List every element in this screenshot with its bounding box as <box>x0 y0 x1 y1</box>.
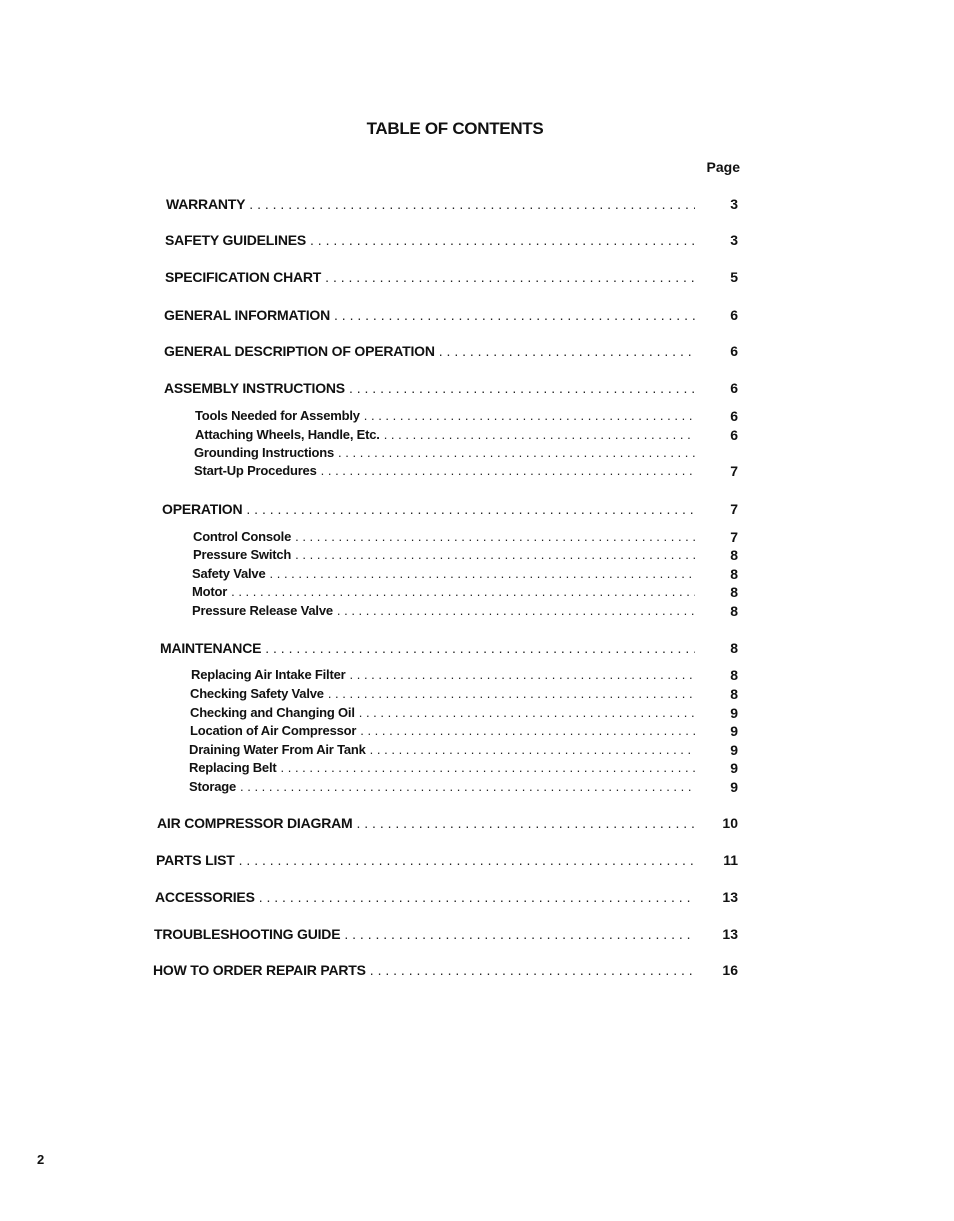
dot-leader <box>370 742 695 757</box>
toc-entry-air-compressor-diagram[interactable] <box>157 815 699 831</box>
toc-subentry-checking-changing-oil[interactable] <box>190 705 699 720</box>
dot-leader <box>344 926 695 942</box>
toc-page-number: 11 <box>723 852 738 868</box>
dot-leader <box>321 463 695 478</box>
toc-subentry-tools-needed[interactable] <box>195 408 699 423</box>
toc-entry-safety-guidelines[interactable] <box>165 232 699 248</box>
toc-subentry-draining-water[interactable] <box>189 742 699 757</box>
toc-subentry-checking-safety-valve[interactable] <box>190 686 699 701</box>
toc-entry-label: GENERAL DESCRIPTION OF OPERATION <box>164 343 435 359</box>
toc-entry-label: Checking Safety Valve <box>190 686 324 701</box>
toc-entry-label: Safety Valve <box>192 566 266 581</box>
dot-leader <box>270 566 696 581</box>
toc-page-number: 7 <box>730 501 738 517</box>
toc-page-number: 3 <box>730 196 738 212</box>
toc-entry-label: Pressure Release Valve <box>192 603 333 618</box>
toc-entry-label: WARRANTY <box>166 196 246 212</box>
toc-subentry-grounding-instructions[interactable] <box>194 445 699 460</box>
toc-page-number: 7 <box>730 529 738 545</box>
toc-entry-label: Start-Up Procedures <box>194 463 317 478</box>
toc-page-number: 8 <box>730 584 738 600</box>
dot-leader <box>337 603 695 618</box>
toc-entry-label: ASSEMBLY INSTRUCTIONS <box>164 380 345 396</box>
dot-leader <box>350 667 696 682</box>
toc-page-number: 6 <box>730 343 738 359</box>
toc-subentry-control-console[interactable] <box>193 529 699 544</box>
toc-entry-label: Location of Air Compressor <box>190 723 357 738</box>
toc-entry-label: SAFETY GUIDELINES <box>165 232 307 248</box>
toc-page-number: 9 <box>730 760 738 776</box>
toc-entry-label: GENERAL INFORMATION <box>164 307 331 323</box>
toc-entry-label: Motor <box>192 584 228 599</box>
dot-leader <box>328 686 695 701</box>
toc-entry-label: Pressure Switch <box>193 547 292 562</box>
dot-leader <box>240 779 695 794</box>
toc-page-number: 8 <box>730 686 738 702</box>
toc-entry-operation[interactable] <box>162 501 699 517</box>
toc-page-number: 9 <box>730 705 738 721</box>
toc-subentry-storage[interactable] <box>189 779 699 794</box>
toc-subentry-motor[interactable] <box>192 584 699 599</box>
toc-page-number: 16 <box>722 962 738 978</box>
toc-entry-label: Tools Needed for Assembly <box>195 408 360 423</box>
toc-entry-specification-chart[interactable] <box>165 269 699 285</box>
toc-entry-label: Grounding Instructions <box>194 445 335 460</box>
dot-leader <box>249 196 695 212</box>
toc-page-number: 9 <box>730 779 738 795</box>
dot-leader <box>295 529 695 544</box>
dot-leader <box>364 408 695 423</box>
toc-subentry-replacing-air-intake-filter[interactable] <box>191 667 699 682</box>
toc-subentry-start-up-procedures[interactable] <box>194 463 699 478</box>
toc-entry-parts-list[interactable] <box>156 852 699 868</box>
toc-page-number: 13 <box>722 889 738 905</box>
toc-entry-maintenance[interactable] <box>160 640 699 656</box>
dot-leader <box>239 852 695 868</box>
dot-leader <box>231 584 695 599</box>
toc-page-number: 6 <box>730 380 738 396</box>
toc-page-number: 8 <box>730 566 738 582</box>
toc-entry-label: SPECIFICATION CHART <box>165 269 322 285</box>
toc-entry-label: Checking and Changing Oil <box>190 705 355 720</box>
toc-page-number: 8 <box>730 547 738 563</box>
toc-entry-accessories[interactable] <box>155 889 699 905</box>
toc-page-number: 10 <box>722 815 738 831</box>
toc-entry-label: MAINTENANCE <box>160 640 262 656</box>
toc-page-number: 5 <box>730 269 738 285</box>
toc-page-number: 6 <box>730 427 738 443</box>
dot-leader <box>338 445 695 460</box>
page-title: TABLE OF CONTENTS <box>366 119 544 138</box>
toc-entry-label: HOW TO ORDER REPAIR PARTS <box>153 962 366 978</box>
dot-leader <box>310 232 695 248</box>
toc-entry-label: Control Console <box>193 529 292 544</box>
dot-leader <box>325 269 695 285</box>
toc-subentry-attaching-wheels[interactable] <box>195 427 699 442</box>
toc-entry-label: TROUBLESHOOTING GUIDE <box>154 926 341 942</box>
toc-subentry-location-of-air-compressor[interactable] <box>190 723 699 738</box>
toc-entry-troubleshooting-guide[interactable] <box>154 926 699 942</box>
dot-leader <box>334 307 695 323</box>
toc-page-number: 8 <box>730 667 738 683</box>
toc-entry-label: Storage <box>189 779 237 794</box>
toc-page-number: 3 <box>730 232 738 248</box>
dot-leader <box>265 640 695 656</box>
toc-page-number: 13 <box>722 926 738 942</box>
dot-leader <box>349 380 695 396</box>
toc-entry-label: ACCESSORIES <box>155 889 255 905</box>
toc-page-number: 6 <box>730 307 738 323</box>
toc-page-number: 6 <box>730 408 738 424</box>
dot-leader <box>246 501 695 517</box>
toc-entry-label: AIR COMPRESSOR DIAGRAM <box>157 815 353 831</box>
toc-entry-label: Draining Water From Air Tank <box>189 742 366 757</box>
toc-entry-how-to-order-repair-parts[interactable] <box>153 962 699 978</box>
toc-entry-general-description[interactable] <box>164 343 699 359</box>
toc-entry-general-information[interactable] <box>164 307 699 323</box>
toc-page-number: 8 <box>730 603 738 619</box>
toc-subentry-replacing-belt[interactable] <box>189 760 699 775</box>
toc-entry-label: PARTS LIST <box>156 852 235 868</box>
dot-leader <box>259 889 695 905</box>
dot-leader <box>359 705 695 720</box>
toc-page-number: 7 <box>730 463 738 479</box>
toc-subentry-pressure-switch[interactable] <box>193 547 699 562</box>
toc-entry-label: Replacing Belt <box>189 760 277 775</box>
dot-leader <box>360 723 695 738</box>
toc-entry-label: OPERATION <box>162 501 243 517</box>
dot-leader <box>384 427 695 442</box>
toc-page-number: 9 <box>730 723 738 739</box>
toc-entry-label: Attaching Wheels, Handle, Etc. <box>195 427 380 442</box>
dot-leader <box>295 547 695 562</box>
page-column-header: Page <box>706 159 740 175</box>
toc-entry-warranty[interactable] <box>166 196 699 212</box>
toc-page-number: 9 <box>730 742 738 758</box>
toc-entry-label: Replacing Air Intake Filter <box>191 667 346 682</box>
dot-leader <box>357 815 696 831</box>
toc-entry-assembly-instructions[interactable] <box>164 380 699 396</box>
toc-subentry-pressure-release-valve[interactable] <box>192 603 699 618</box>
dot-leader <box>439 343 695 359</box>
page-folio-number: 2 <box>37 1152 45 1167</box>
toc-subentry-safety-valve[interactable] <box>192 566 699 581</box>
dot-leader <box>370 962 695 978</box>
toc-page-number: 8 <box>730 640 738 656</box>
dot-leader <box>281 760 696 775</box>
